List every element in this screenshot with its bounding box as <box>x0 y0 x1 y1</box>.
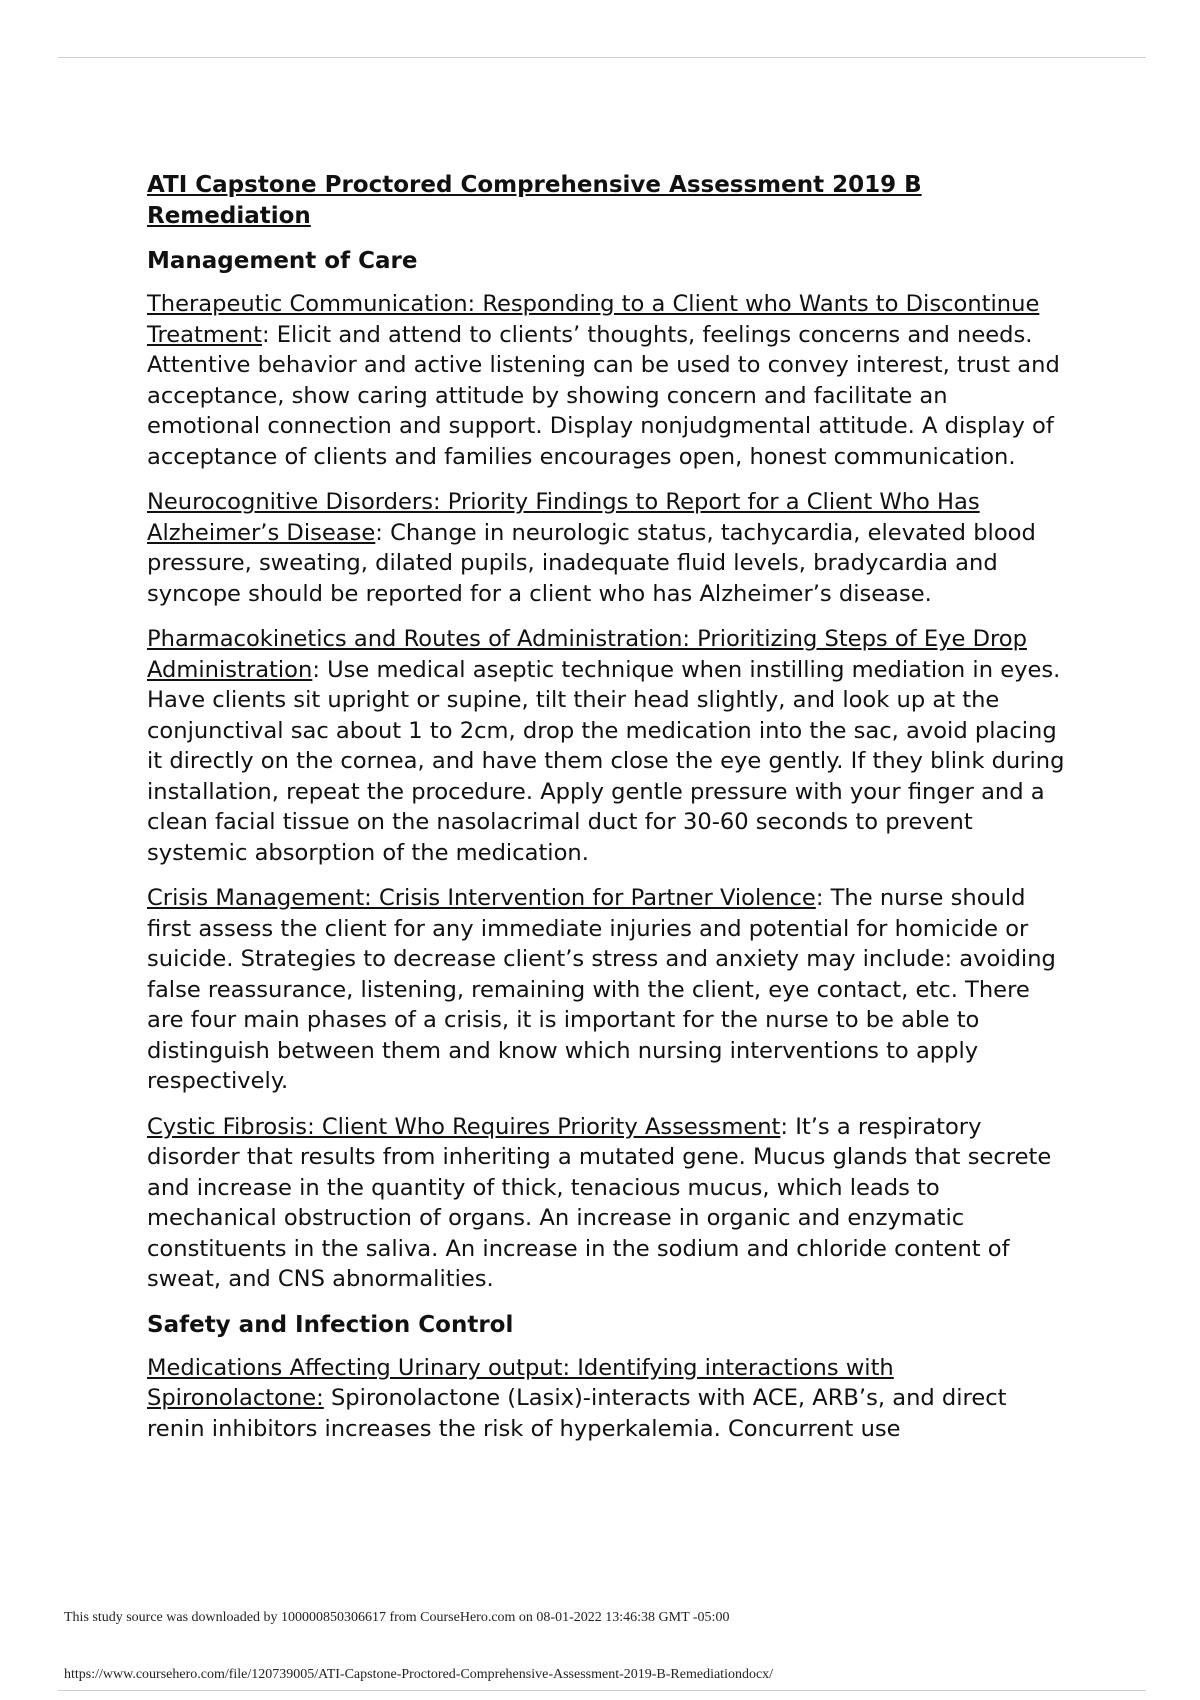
document-body <box>147 170 1067 1459</box>
topic-body: : Change in neurologic status, tachycardia, elevated blood pressure, sweating, dilated pupils, inadequate fluid levels, bradycardia and syncope should be reported for a client who has Alzheimer’s disease. <box>147 519 1036 607</box>
topic-body: Spironolactone (Lasix)-interacts with ACE, ARB’s, and direct renin inhibitors increases the risk of hyperkalemia. Concurrent use <box>147 1385 1007 1442</box>
topic-title: Cystic Fibrosis: Client Who Requires Priority Assessment <box>147 1113 781 1140</box>
topic-title: Pharmacokinetics and Routes of Administration: Prioritizing Steps of Eye Drop Administration <box>147 626 1027 683</box>
document-title: ATI Capstone Proctored Comprehensive Assessment 2019 B Remediation <box>147 172 922 229</box>
top-divider <box>58 57 1146 58</box>
topic-eye-drop-administration <box>147 624 1067 868</box>
topic-body: : It’s a respiratory disorder that results from inheriting a mutated gene. Mucus glands that secrete and increase in the quantity of thick, tenacious mucus, which leads to mechanical obstruction of organs. An increase in organic and enzymatic constituents in the saliva. An increase in the sodium and chloride content of sweat, and CNS abnormalities. <box>147 1113 1052 1292</box>
topic-title: Neurocognitive Disorders: Priority Findings to Report for a Client Who Has Alzheimer’s Disease <box>147 489 980 546</box>
topic-title: Crisis Management: Crisis Intervention for Partner Violence <box>147 885 816 911</box>
topic-body: : Use medical aseptic technique when instilling mediation in eyes. Have clients sit upright or supine, tilt their head slightly, and look up at the conjunctival sac about 1 to 2cm, drop the medication into the sac, avoid placing it directly on the cornea, and have them close the eye gently. If they blink during installation, repeat the procedure. Apply gentle pressure with your finger and a clean facial tissue on the nasolacrimal duct for 30-60 seconds to prevent systemic absorption of the medication. <box>147 656 1065 866</box>
topic-neurocognitive-disorders <box>147 487 1067 609</box>
source-url: https://www.coursehero.com/file/120739005/ATI-Capstone-Proctored-Comprehensive-Assessment-2019-B-Remediationdocx/ <box>64 1667 774 1682</box>
download-notice: This study source was downloaded by 100000850306617 from CourseHero.com on 08-01-2022 13:46:38 GMT -05:00 <box>64 1610 730 1625</box>
topic-title: Medications Affecting Urinary output: Identifying interactions with Spironolactone: <box>147 1354 894 1411</box>
topic-therapeutic-communication <box>147 289 1067 472</box>
topic-crisis-management <box>147 883 1067 1097</box>
topic-body: : Elicit and attend to clients’ thoughts, feelings concerns and needs. Attentive behavior and active listening can be used to convey interest, trust and acceptance, show caring attitude by showing concern and facilitate an emotional connection and support. Display nonjudgmental attitude. A display of acceptance of clients and families encourages open, honest communication. <box>147 321 1060 470</box>
bottom-divider <box>58 1690 1146 1691</box>
section-heading-management-of-care: Management of Care <box>147 248 418 274</box>
section-heading-safety-and-infection-control: Safety and Infection Control <box>147 1311 514 1338</box>
topic-urinary-output-medications <box>147 1353 1067 1445</box>
topic-title: Therapeutic Communication: Responding to a Client who Wants to Discontinue Treatment <box>147 291 1040 348</box>
topic-cystic-fibrosis <box>147 1112 1067 1295</box>
topic-body: : The nurse should first assess the client for any immediate injuries and potential for homicide or suicide. Strategies to decrease client’s stress and anxiety may include: avoiding false reassurance, listening, remaining with the client, eye contact, etc. There are four main phases of a crisis, it is important for the nurse to be able to distinguish between them and know which nursing interventions to apply respectively. <box>147 885 1056 1094</box>
